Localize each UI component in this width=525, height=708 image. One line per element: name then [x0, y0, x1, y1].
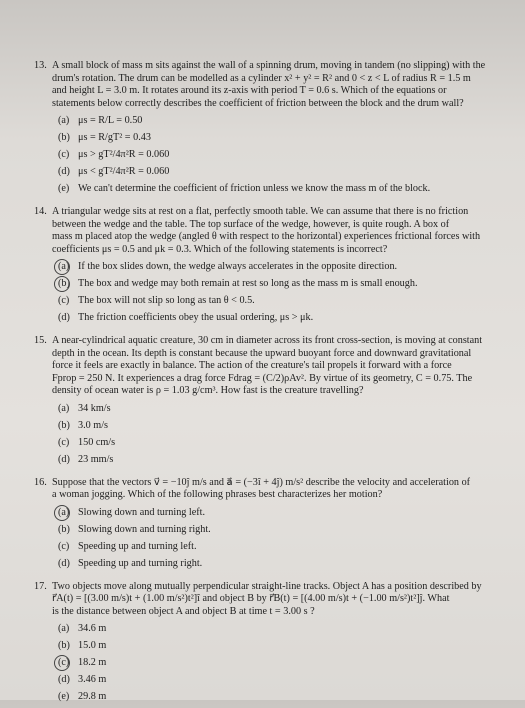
answer-options [58, 507, 505, 575]
stem-line: Suppose that the vectors v⃗ = −10ĵ m/s and a⃗ = (−3î + 4ĵ) m/s² describe the velocity and acceleration of [52, 477, 505, 490]
answer-option [58, 149, 505, 166]
option-label: (a) [58, 261, 73, 274]
answer-option [58, 541, 505, 558]
answer-option [58, 278, 505, 295]
answer-options [58, 403, 505, 471]
question-16 [34, 477, 505, 575]
stem-line: Fprop = 250 N. It experiences a drag force Fdrag = (C/2)ρAv². By virtue of its geometry, C = 0.75. The [52, 373, 505, 386]
option-label: (c) [58, 541, 73, 554]
question-number: 17. [34, 581, 47, 594]
option-text: 34 km/s [78, 403, 111, 416]
handwritten-circle-mark [54, 259, 70, 275]
option-label: (d) [58, 312, 73, 325]
option-text: 34.6 m [78, 623, 106, 636]
stem-line: between the wedge and the table. The top surface of the wedge, however, is quite rough. A box of [52, 219, 505, 232]
handwritten-circle-mark [54, 276, 70, 292]
option-text: 150 cm/s [78, 437, 115, 450]
handwritten-circle-mark [54, 505, 70, 521]
answer-option [58, 507, 505, 524]
option-text: 3.46 m [78, 674, 106, 687]
stem-line: density of ocean water is ρ = 1.03 g/cm³. How fast is the creature travelling? [52, 385, 505, 398]
question-number: 15. [34, 335, 47, 348]
question-stem [52, 335, 505, 398]
answer-option [58, 674, 505, 691]
option-label: (c) [58, 149, 73, 162]
option-label: (b) [58, 640, 73, 653]
question-stem [52, 60, 505, 110]
stem-line: A triangular wedge sits at rest on a flat, perfectly smooth table. We can assume that there is no friction [52, 206, 505, 219]
stem-line: coefficients μs = 0.5 and μk = 0.3. Which of the following statements is incorrect? [52, 244, 505, 257]
question-13 [34, 60, 505, 200]
option-label: (e) [58, 183, 73, 196]
option-text: μs < gT²/4π²R = 0.060 [78, 166, 169, 179]
option-text: The box will not slip so long as tan θ < 0.5. [78, 295, 255, 308]
stem-line: is the distance between object A and object B at time t = 3.00 s ? [52, 606, 505, 619]
stem-line: statements below correctly describes the coefficient of friction between the block and the drum wall? [52, 98, 505, 111]
stem-line: depth in the ocean. Its depth is constant because the upward buoyant force and downward gravitational [52, 348, 505, 361]
option-label: (a) [58, 623, 73, 636]
question-15 [34, 335, 505, 471]
answer-options [58, 115, 505, 200]
answer-options [58, 623, 505, 708]
option-label: (d) [58, 674, 73, 687]
answer-option [58, 640, 505, 657]
option-text: Slowing down and turning right. [78, 524, 211, 537]
answer-option [58, 558, 505, 575]
stem-line: a woman jogging. Which of the following phrases best characterizes her motion? [52, 489, 505, 502]
question-number: 14. [34, 206, 47, 219]
answer-options [58, 261, 505, 329]
stem-line: force it feels are exactly in balance. The action of the creature's tail propels it forward with a force [52, 360, 505, 373]
option-text: μs = R/gT² = 0.43 [78, 132, 151, 145]
option-label: (c) [58, 295, 73, 308]
option-text: Speeding up and turning left. [78, 541, 197, 554]
question-stem [52, 477, 505, 502]
option-label: (c) [58, 437, 73, 450]
option-label: (a) [58, 507, 73, 520]
stem-line: mass m placed atop the wedge (angled θ with respect to the horizontal) experiences frictional forces with [52, 231, 505, 244]
option-label: (c) [58, 657, 73, 670]
question-17 [34, 581, 505, 708]
answer-option [58, 623, 505, 640]
option-text: 3.0 m/s [78, 420, 108, 433]
question-stem [52, 206, 505, 256]
option-text: The box and wedge may both remain at rest so long as the mass m is small enough. [78, 278, 418, 291]
answer-option [58, 132, 505, 149]
option-text: Slowing down and turning left. [78, 507, 205, 520]
option-label: (b) [58, 278, 73, 291]
stem-line: A near-cylindrical aquatic creature, 30 cm in diameter across its front cross-section, is moving at constant [52, 335, 505, 348]
answer-option [58, 312, 505, 329]
answer-option [58, 115, 505, 132]
answer-option [58, 166, 505, 183]
question-number: 16. [34, 477, 47, 490]
option-text: 18.2 m [78, 657, 106, 670]
option-text: 23 mm/s [78, 454, 113, 467]
answer-option [58, 657, 505, 674]
option-text: We can't determine the coefficient of friction unless we know the mass m of the block. [78, 183, 430, 196]
option-text: 15.0 m [78, 640, 106, 653]
stem-line: drum's rotation. The drum can be modelled as a cylinder x² + y² = R² and 0 < z < L of radius R = 1.5 m [52, 73, 505, 86]
option-text: μs > gT²/4π²R = 0.060 [78, 149, 169, 162]
option-label: (d) [58, 558, 73, 571]
answer-option [58, 183, 505, 200]
stem-line: and height L = 3.0 m. It rotates around its z-axis with period T = 0.6 s. Which of the equations or [52, 85, 505, 98]
option-label: (a) [58, 403, 73, 416]
option-label: (e) [58, 691, 73, 704]
option-label: (b) [58, 524, 73, 537]
option-label: (d) [58, 454, 73, 467]
question-14 [34, 206, 505, 329]
answer-option [58, 524, 505, 541]
option-label: (b) [58, 132, 73, 145]
option-text: μs = R/L = 0.50 [78, 115, 142, 128]
answer-option [58, 420, 505, 437]
option-label: (b) [58, 420, 73, 433]
answer-option [58, 261, 505, 278]
option-label: (a) [58, 115, 73, 128]
question-number: 13. [34, 60, 47, 73]
stem-line: Two objects move along mutually perpendicular straight-line tracks. Object A has a position described by [52, 581, 505, 594]
option-text: The friction coefficients obey the usual ordering, μs > μk. [78, 312, 313, 325]
stem-line: r⃗A(t) = [(3.00 m/s)t + (1.00 m/s²)t²]î and object B by r⃗B(t) = [(4.00 m/s)t + (−1.00 m/s²)t²]ĵ. What [52, 593, 505, 606]
answer-option [58, 403, 505, 420]
option-label: (d) [58, 166, 73, 179]
answer-option [58, 454, 505, 471]
option-text: Speeding up and turning right. [78, 558, 202, 571]
option-text: If the box slides down, the wedge always accelerates in the opposite direction. [78, 261, 397, 274]
question-stem [52, 581, 505, 619]
stem-line: A small block of mass m sits against the wall of a spinning drum, moving in tandem (no slipping) with the [52, 60, 505, 73]
answer-option [58, 437, 505, 454]
handwritten-circle-mark [54, 655, 70, 671]
option-text: 29.8 m [78, 691, 106, 704]
answer-option [58, 295, 505, 312]
